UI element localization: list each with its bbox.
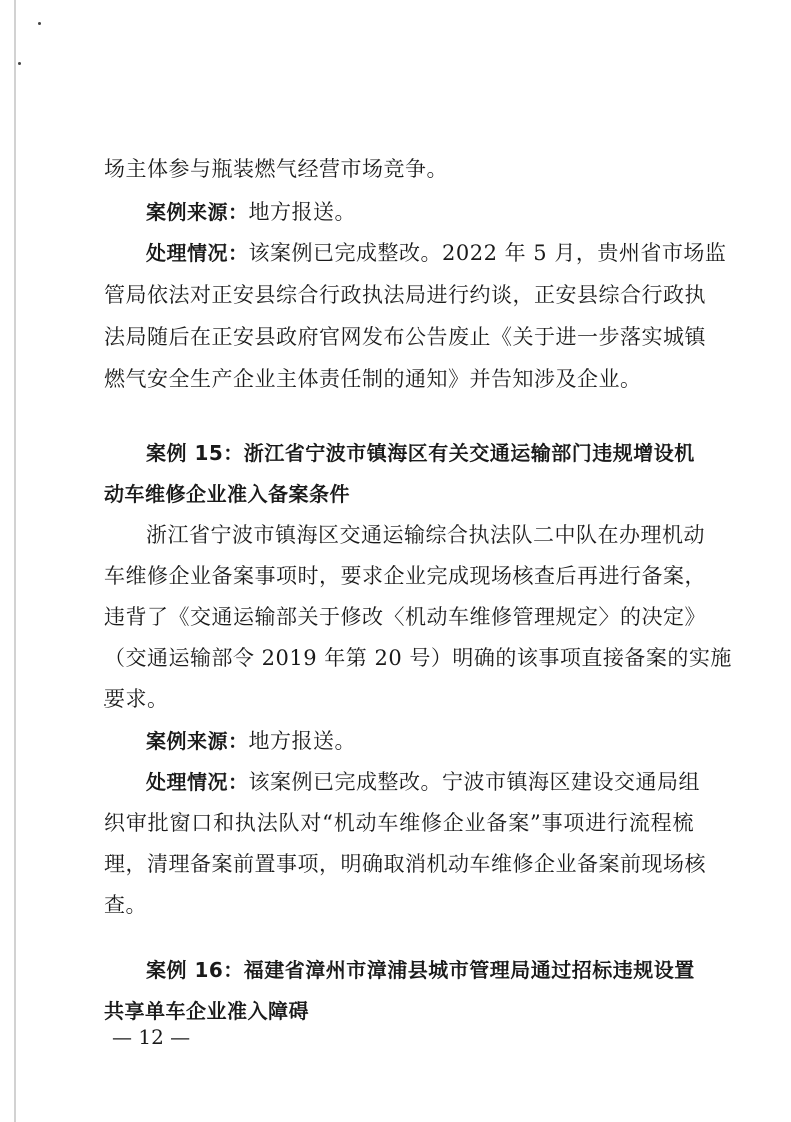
handling-text: 该案例已完成整改。2022 年 5 月，贵州省市场监 <box>248 241 727 265</box>
handling-line: 管局依法对正安县综合行政执法局进行约谈，正安县综合行政执 <box>104 283 706 307</box>
handling-label: 处理情况： <box>146 241 249 265</box>
case-heading: 案例 16：福建省漳州市漳浦县城市管理局通过招标违规设置 <box>146 958 695 982</box>
body-line: （交通运输部令 2019 年第 20 号）明确的该事项直接备案的实施 <box>104 646 732 670</box>
body-line: 违背了《交通运输部关于修改〈机动车维修管理规定〉的决定》 <box>104 605 706 629</box>
paragraph-line: 场主体参与瓶装燃气经营市场竞争。 <box>104 157 448 181</box>
scan-speck <box>38 22 41 25</box>
case-source-label: 案例来源： <box>146 729 249 753</box>
case-source-line <box>146 199 694 225</box>
handling-line: 查。 <box>104 893 147 917</box>
body-line: 浙江省宁波市镇海区交通运输综合执法队二中队在办理机动 <box>146 523 705 547</box>
case-heading: 动车维修企业准入备案条件 <box>104 482 350 506</box>
handling-label: 处理情况： <box>146 770 249 794</box>
case-heading: 案例 15：浙江省宁波市镇海区有关交通运输部门违规增设机 <box>146 441 695 465</box>
case-source-label: 案例来源： <box>146 200 249 224</box>
body-line: 车维修企业备案事项时，要求企业完成现场核查后再进行备案， <box>104 564 706 588</box>
scan-speck <box>18 62 21 65</box>
body-line: 要求。 <box>104 687 169 711</box>
handling-line <box>146 769 700 795</box>
case-source-text: 地方报送。 <box>248 200 356 224</box>
case-heading: 共享单车企业准入障碍 <box>104 999 309 1023</box>
case-source-text: 地方报送。 <box>248 729 356 753</box>
handling-line: 织审批窗口和执法队对“机动车维修企业备案”事项进行流程梳 <box>104 811 694 835</box>
handling-line: 燃气安全生产企业主体责任制的通知》并告知涉及企业。 <box>104 367 642 391</box>
handling-text: 该案例已完成整改。宁波市镇海区建设交通局组 <box>248 770 700 794</box>
scan-left-edge <box>14 0 16 1122</box>
handling-line: 理，清理备案前置事项，明确取消机动车维修企业备案前现场核 <box>104 852 706 876</box>
handling-line <box>146 240 727 266</box>
handling-line: 法局随后在正安县政府官网发布公告废止《关于进一步落实城镇 <box>104 325 706 349</box>
page-number: — 12 — <box>112 1025 191 1049</box>
case-source-line <box>146 728 694 754</box>
